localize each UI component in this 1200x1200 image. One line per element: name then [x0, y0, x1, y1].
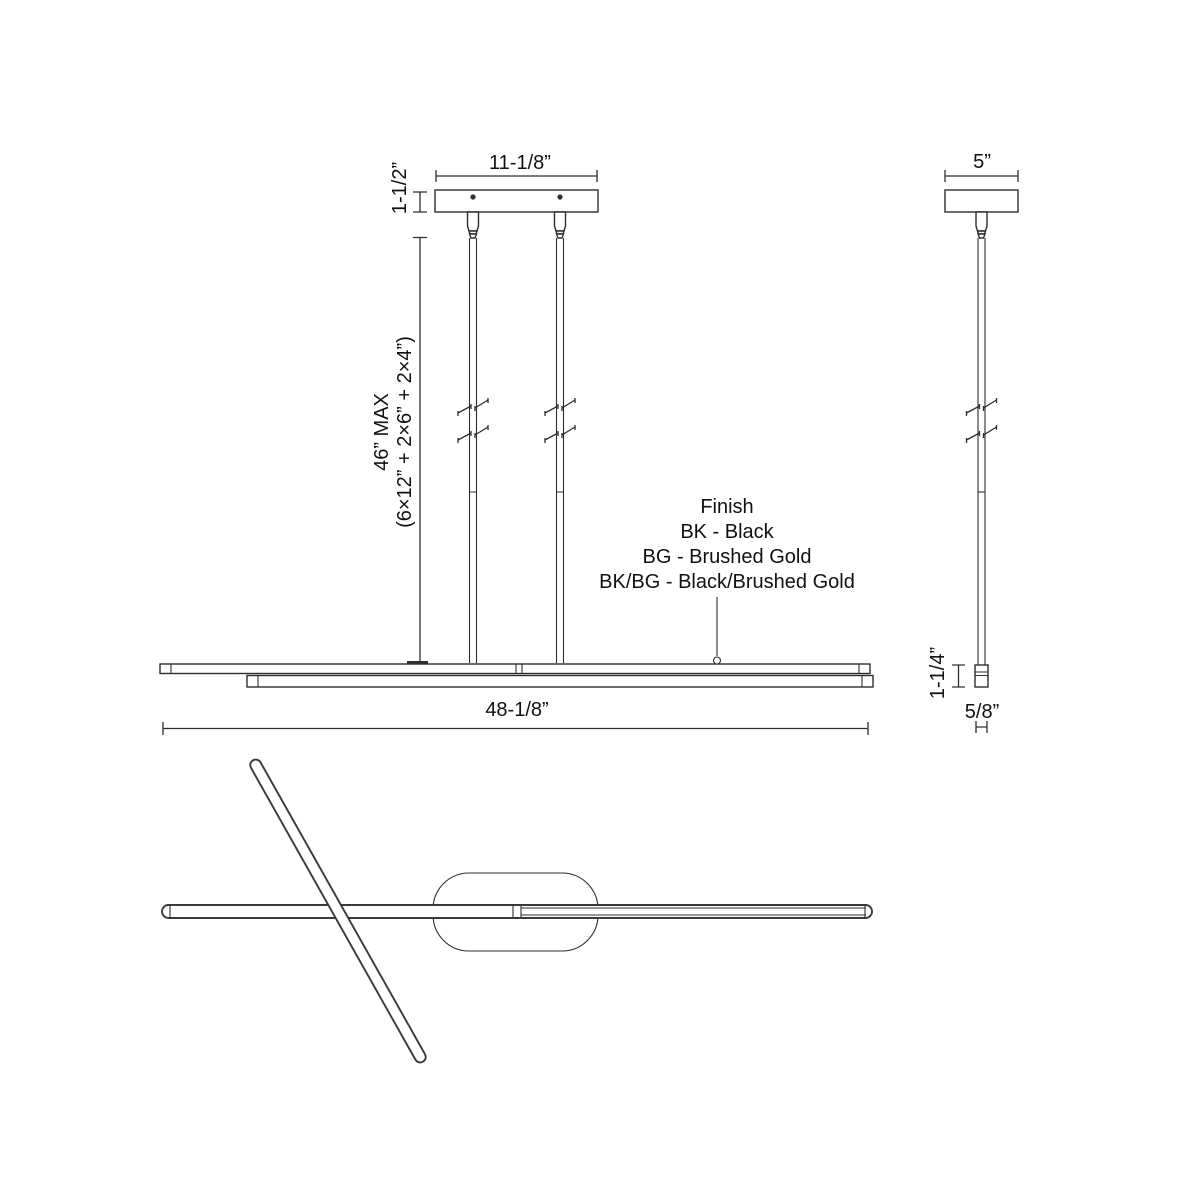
dim-suspension-max-label: 46” MAX	[371, 393, 393, 471]
break-mark	[545, 425, 575, 443]
canopy-screw-right	[557, 194, 562, 199]
dim-suspension-breakdown-label: (6×12” + 2×6” + 2×4”)	[394, 336, 416, 528]
dim-canopy-height	[389, 162, 427, 214]
break-mark	[458, 398, 488, 416]
dim-bar-depth	[965, 701, 999, 733]
finish-option-bk: BK - Black	[680, 521, 774, 543]
stem-connector-right	[555, 212, 566, 238]
finish-option-bkbg: BK/BG - Black/Brushed Gold	[599, 571, 855, 593]
dim-fixture-width-line	[163, 722, 868, 735]
light-bar-lower	[247, 676, 873, 688]
break-mark	[545, 398, 575, 416]
canopy-screw-left	[470, 194, 475, 199]
dim-canopy-width-label: 11-1/8”	[489, 152, 551, 174]
dim-bar-depth-label: 5/8”	[964, 701, 1000, 723]
side-canopy-outline	[945, 190, 1018, 212]
dim-bar-height-line	[952, 665, 965, 687]
dim-canopy-depth-label: 5”	[973, 151, 991, 173]
plan-bar-straight	[162, 905, 872, 918]
dim-canopy-depth	[945, 151, 1018, 182]
break-mark	[967, 398, 997, 416]
dim-suspension	[371, 238, 428, 664]
front-canopy-outline	[435, 190, 598, 212]
stem-left	[470, 238, 477, 663]
front-view	[160, 152, 873, 735]
stem-connector-left	[468, 212, 479, 238]
stem-connector-side	[976, 212, 987, 238]
finish-note	[599, 496, 855, 664]
break-mark	[967, 425, 997, 443]
dim-fixture-width-label: 48-1/8”	[485, 699, 549, 721]
dim-canopy-height-line	[413, 192, 427, 212]
finish-option-bg: BG - Brushed Gold	[642, 546, 812, 568]
light-bar-upper	[160, 664, 870, 674]
dim-fixture-width	[163, 699, 868, 735]
dim-canopy-height-label: 1-1/2”	[389, 161, 411, 215]
dim-bar-height-label: 1-1/4”	[927, 646, 949, 700]
side-view	[927, 151, 1018, 733]
dim-canopy-width	[436, 152, 597, 182]
dim-bar-height	[927, 647, 965, 699]
finish-leader-dot	[714, 657, 721, 664]
break-mark	[458, 425, 488, 443]
stem-right	[557, 238, 564, 663]
plan-view	[162, 758, 872, 1065]
stem-side	[978, 238, 985, 665]
finish-title: Finish	[700, 496, 754, 518]
